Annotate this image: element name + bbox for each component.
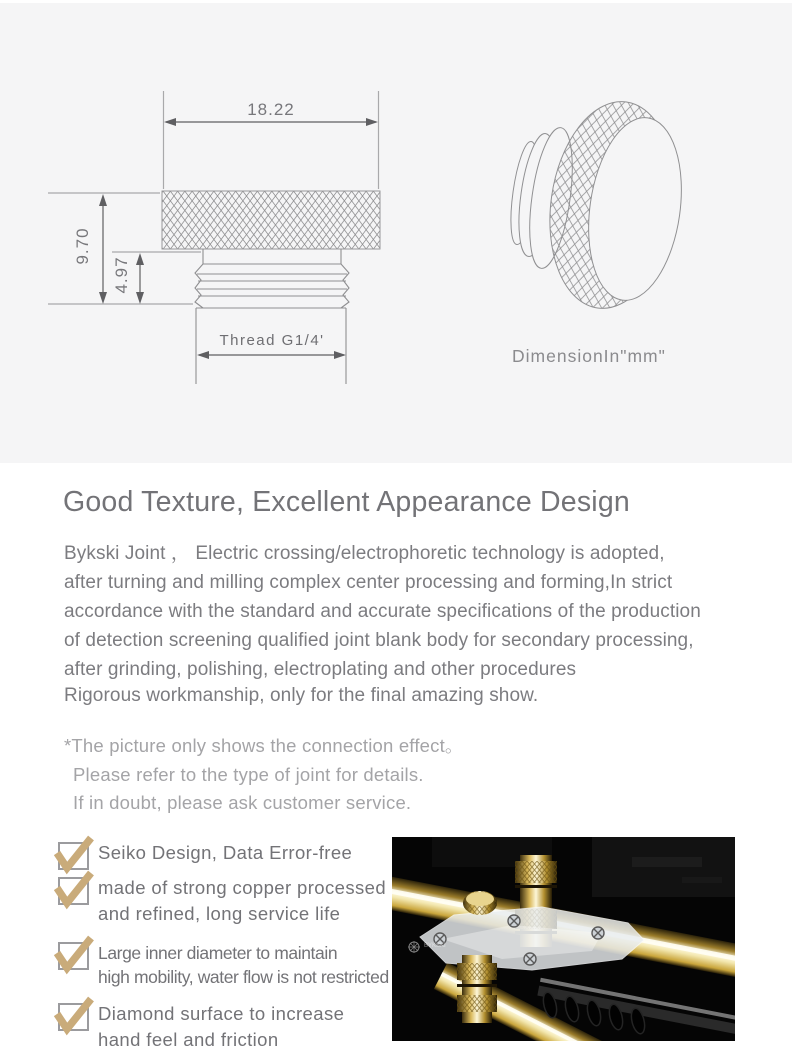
description-line: after turning and milling complex center processing and forming,In strict <box>64 572 673 593</box>
dim-thread-length-label: 4.97 <box>112 256 131 294</box>
knurled-band-front-view <box>162 191 380 249</box>
checkmark-icon <box>58 877 89 905</box>
description-paragraph <box>64 539 701 684</box>
dimension-unit-note: DimensionIn"mm" <box>512 346 666 366</box>
product-photo <box>392 837 735 1041</box>
feature-text: hand feel and friction <box>98 1029 279 1050</box>
feature-item-strong-copper <box>56 875 400 927</box>
checkmark-icon <box>58 842 89 870</box>
feature-list <box>56 840 400 1051</box>
description-line: of detection screening qualified joint blank body for secondary processing, <box>64 630 694 651</box>
svg-text:BYKSKI: BYKSKI <box>424 943 446 949</box>
lower-fitting <box>457 955 497 1023</box>
page-title: Good Texture, Excellent Appearance Design <box>63 486 630 518</box>
feature-text: Seiko Design, Data Error-free <box>98 842 353 863</box>
feature-item-large-inner-diameter <box>56 940 400 989</box>
feature-text: Diamond surface to increase <box>98 1003 345 1024</box>
disclaimer-line: *The picture only shows the connection effect。 <box>64 735 464 756</box>
description-line: Bykski Joint ， Electric crossing/electrophoretic technology is adopted, <box>64 543 665 564</box>
feature-text: Large inner diameter to maintain <box>98 943 338 963</box>
dim-width-label: 18.22 <box>247 100 295 119</box>
disclaimer-note <box>64 732 464 818</box>
thread-profile <box>195 249 349 384</box>
fitting-3d-wireframe <box>506 94 692 317</box>
dim-height-label: 9.70 <box>73 227 92 265</box>
checkmark-icon <box>58 1003 89 1031</box>
disclaimer-line: If in doubt, please ask customer service. <box>73 792 412 813</box>
thread-size-label: Thread G1/4' <box>219 332 325 349</box>
checkmark-icon <box>58 942 89 970</box>
feature-item-diamond-surface <box>56 1001 400 1051</box>
feature-text: high mobility, water flow is not restricted <box>98 966 389 987</box>
disclaimer-line: Please refer to the type of joint for details. <box>73 763 424 785</box>
description-line: accordance with the standard and accurate specifications of the production <box>64 601 701 622</box>
feature-text: made of strong copper processed <box>98 877 387 898</box>
workmanship-tagline: Rigorous workmanship, only for the final amazing show. <box>64 685 539 706</box>
feature-text: and refined, long service life <box>98 903 341 924</box>
feature-item-seiko-design <box>56 840 400 866</box>
fitting-technical-drawing <box>0 3 792 463</box>
description-line: after grinding, polishing, electroplating and other procedures <box>64 659 577 680</box>
technical-drawing-section <box>0 3 792 463</box>
